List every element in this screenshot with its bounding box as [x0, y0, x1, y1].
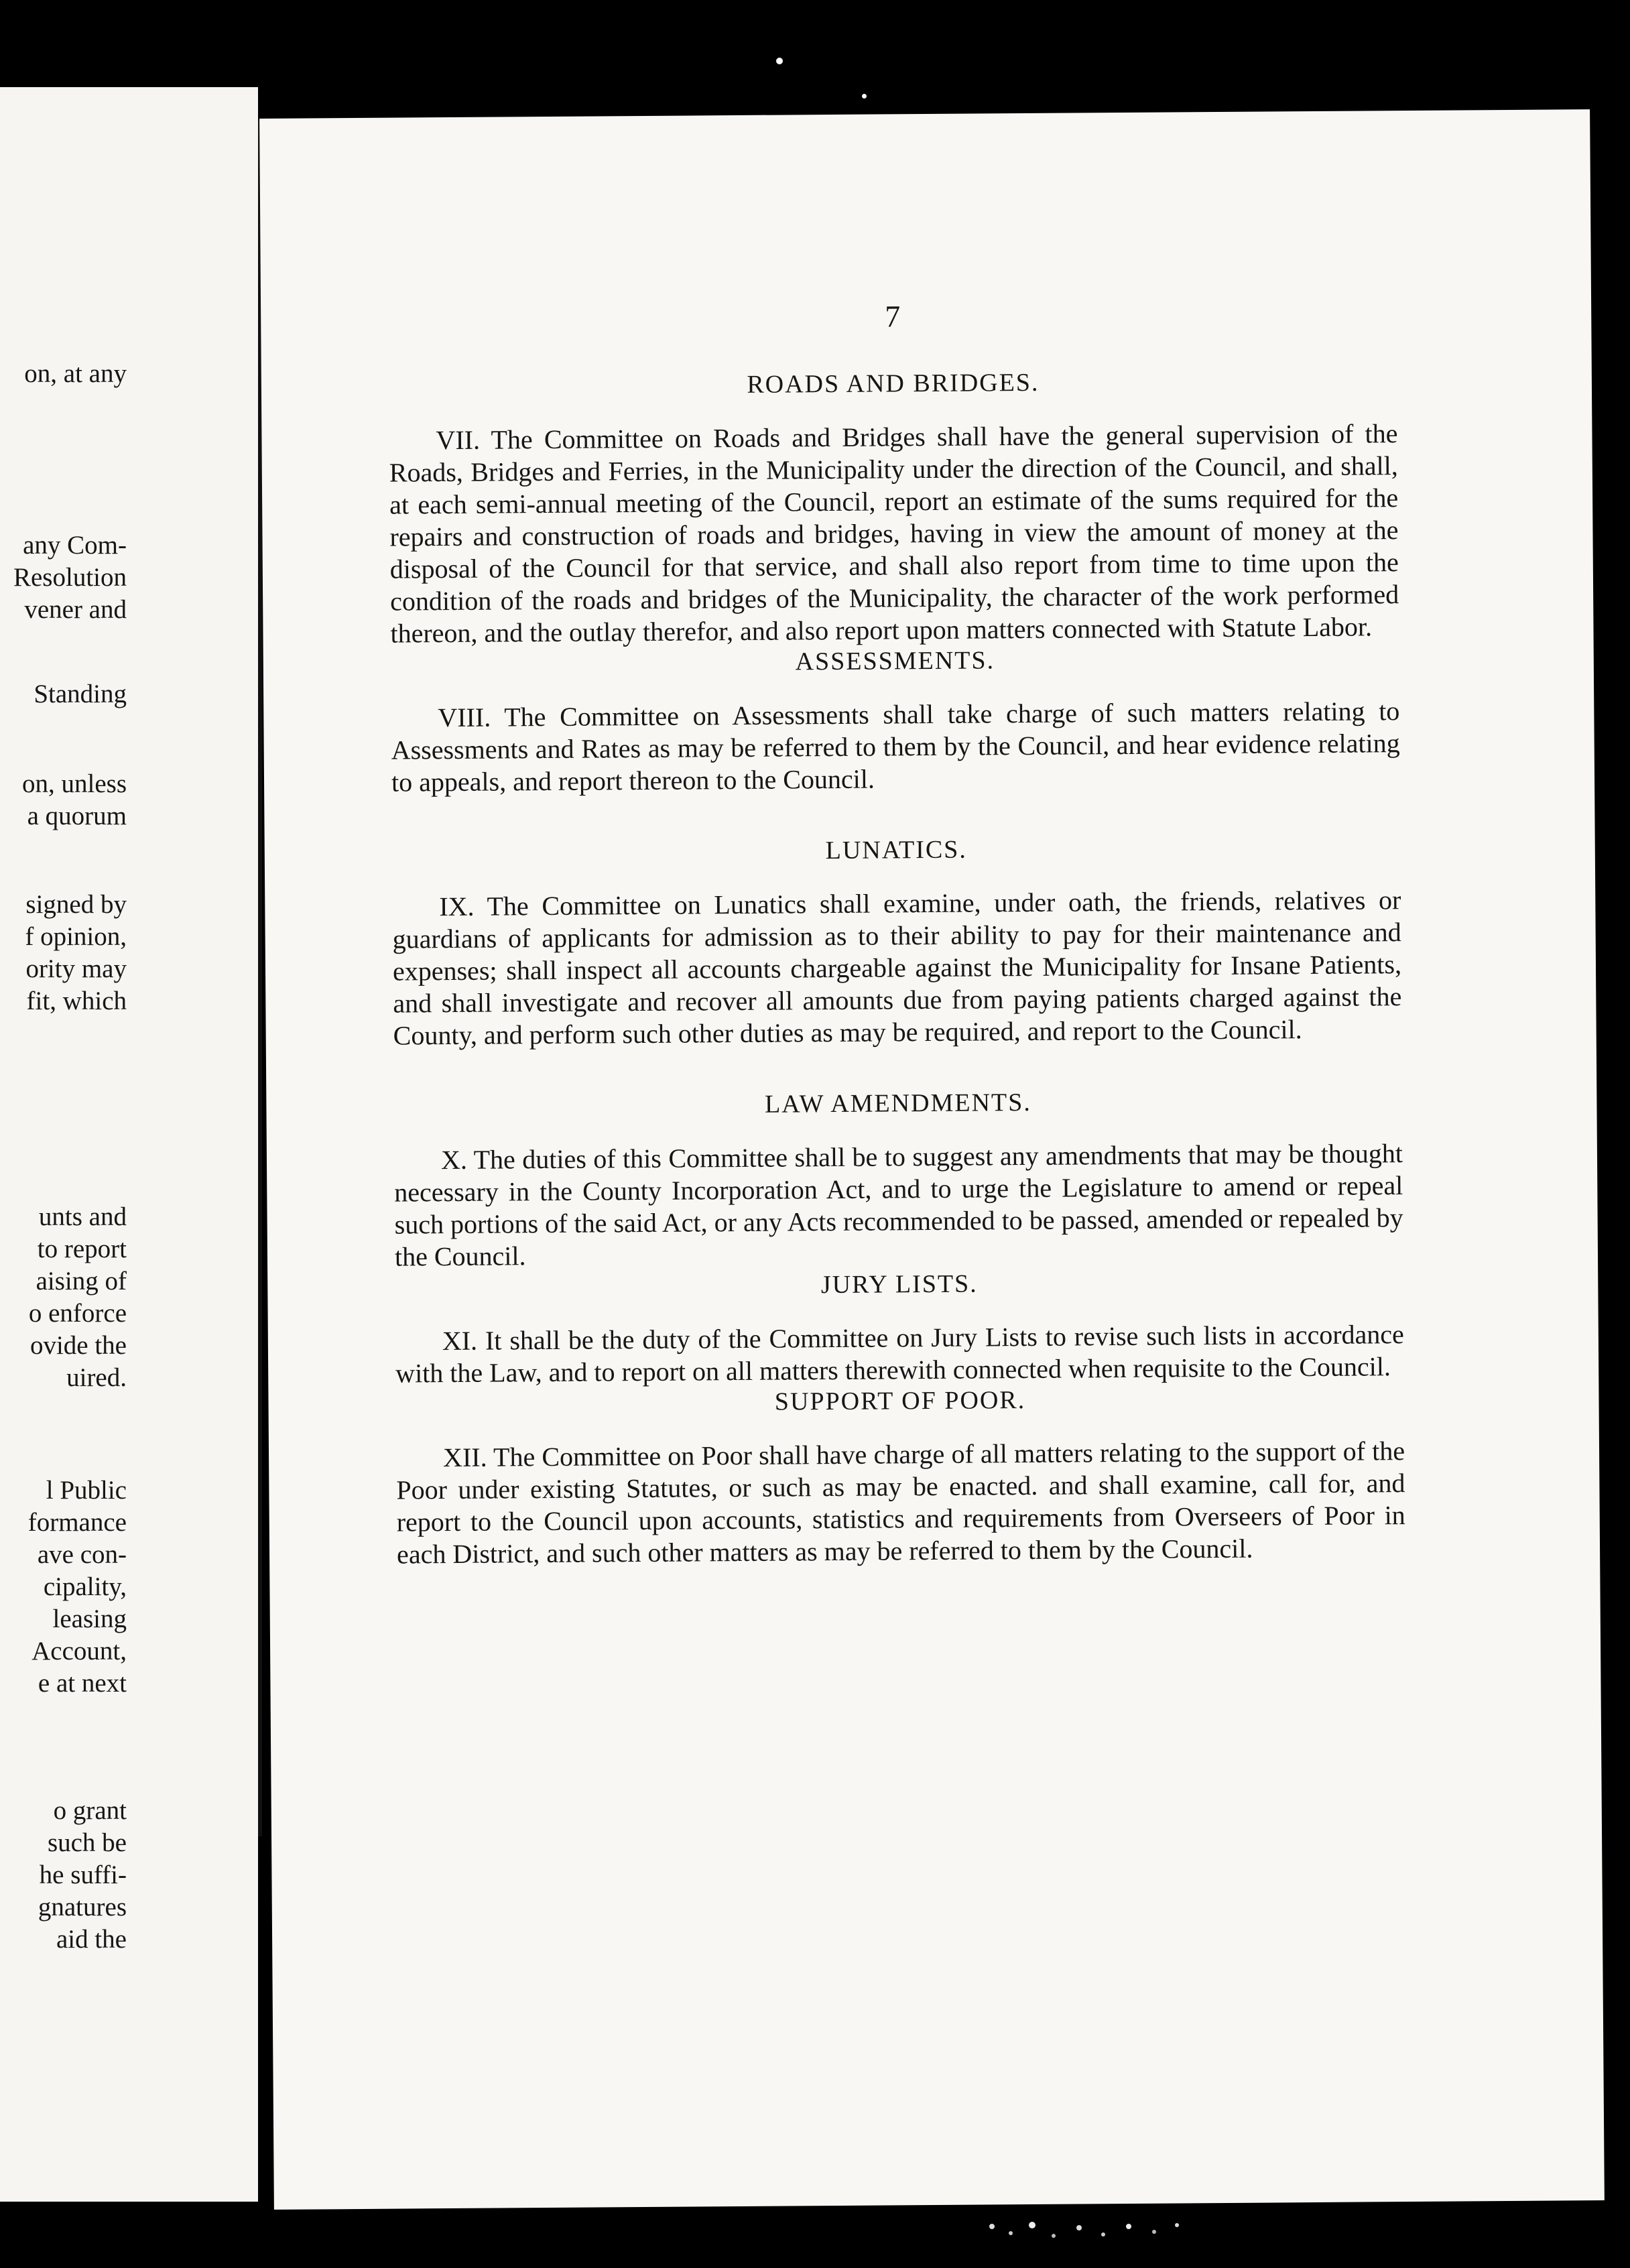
left-page-fragment: to report	[37, 1235, 127, 1263]
section-heading: ASSESSMENTS.	[795, 646, 995, 676]
section-paragraph: XII. The Committee on Poor shall have charge of all matters relating to the support of the Poor under existing Statutes, or such as may be enacted. and shall examine, call for, and report to the Council upon accounts, statistics and requirements from Overseers of Poor in each District, and such other matters as may be referred to them by the Council.	[396, 1436, 1405, 1570]
section-heading: LUNATICS.	[825, 835, 968, 865]
section-paragraph: VIII. The Committee on Assessments shall take charge of such matters relating to Assessments and Rates as may be referred to them by the Council, and hear evidence relating to appeals, and report thereon to the Council.	[391, 696, 1400, 798]
section-paragraph: VII. The Committee on Roads and Bridges shall have the general supervision of the Roads, Bridges and Ferries, in the Municipality under the direction of the Council, and shall, at each semi-annual meeting of the Council, report an estimate of the sums required for the repairs and construction of roads and bridges, having in view the amount of money at the disposal of the Council for that service, and shall also report from time to time upon the condition of the roads and bridges of the Municipality, the character of the work performed thereon, and the outlay therefor, and also report upon matters connected with Statute Labor.	[389, 418, 1399, 649]
left-page-fragment: such be	[47, 1828, 127, 1857]
section-heading: LAW AMENDMENTS.	[764, 1088, 1031, 1119]
section-paragraph: X. The duties of this Committee shall be to suggest any amendments that may be thought necessary in the County Incorporation Act, and to urge the Legislature to amend or repeal such portions of the said Act, or any Acts recommended to be passed, amended or repealed by the Council.	[394, 1138, 1403, 1272]
left-page-fragment: ority may	[25, 954, 127, 983]
section-heading: ROADS AND BRIDGES.	[747, 368, 1040, 399]
left-page-fragment: l Public	[46, 1476, 127, 1505]
left-page-fragment: on, unless	[22, 769, 127, 798]
left-page-fragment: fit, which	[26, 987, 127, 1015]
page-content	[388, 295, 1405, 1570]
left-page-fragment: vener and	[24, 595, 127, 624]
left-page-fragment: he suffi-	[39, 1861, 127, 1889]
section-lunatics	[392, 832, 1402, 1052]
section-heading: SUPPORT OF POOR.	[774, 1386, 1026, 1416]
scan-speck	[776, 58, 783, 64]
section-assessments	[391, 643, 1401, 799]
section-law-amendments	[393, 1085, 1403, 1273]
left-page-fragment: ovide the	[29, 1331, 127, 1360]
left-page-fragment: Resolution	[13, 563, 127, 592]
left-page-fragment: ave con-	[37, 1540, 127, 1569]
section-roads-and-bridges	[389, 365, 1399, 649]
left-page-fragment: e at next	[38, 1669, 127, 1698]
left-page-fragment: Standing	[34, 680, 127, 708]
left-page-fragment: unts and	[38, 1202, 127, 1231]
left-facing-page	[0, 87, 258, 2202]
left-page-fragment: f opinion,	[25, 922, 127, 951]
left-page-fragment: leasing	[52, 1604, 127, 1633]
section-paragraph: XI. It shall be the duty of the Committee on Jury Lists to revise such lists in accordance with the Law, and to report on all matters therewith connected when requisite to the Council.	[395, 1319, 1404, 1389]
page-number: 7	[885, 299, 901, 334]
left-page-fragment: o enforce	[28, 1299, 127, 1328]
left-page-fragment: gnatures	[38, 1893, 127, 1922]
left-page-fragment: uired.	[66, 1363, 127, 1392]
left-page-fragment: formance	[27, 1508, 127, 1537]
left-page-fragment: on, at any	[24, 359, 127, 388]
main-page	[259, 109, 1605, 2210]
left-page-fragment: signed by	[25, 890, 127, 919]
scan-speckle	[979, 2218, 1193, 2245]
section-jury-lists	[395, 1266, 1404, 1390]
left-page-fragment: aising of	[36, 1267, 127, 1296]
scan-speck	[862, 94, 867, 99]
section-support-of-poor	[395, 1383, 1405, 1571]
left-page-fragment: cipality,	[43, 1572, 127, 1601]
section-heading: JURY LISTS.	[820, 1269, 978, 1300]
section-paragraph: IX. The Committee on Lunatics shall examine, under oath, the friends, relatives or guardians of applicants for admission as to their ability to pay for their maintenance and expenses; shall inspect all accounts chargeable against the Municipality for Insane Patients, and shall investigate and recover all amounts due from paying patients charged against the County, and perform such other duties as may be required, and report to the Council.	[392, 885, 1402, 1051]
left-page-fragment: any Com-	[23, 531, 127, 560]
left-page-fragment: o grant	[53, 1796, 127, 1825]
left-page-fragment: a quorum	[27, 802, 127, 830]
left-page-fragment: Account,	[32, 1637, 127, 1665]
left-page-fragment: aid the	[56, 1925, 127, 1954]
